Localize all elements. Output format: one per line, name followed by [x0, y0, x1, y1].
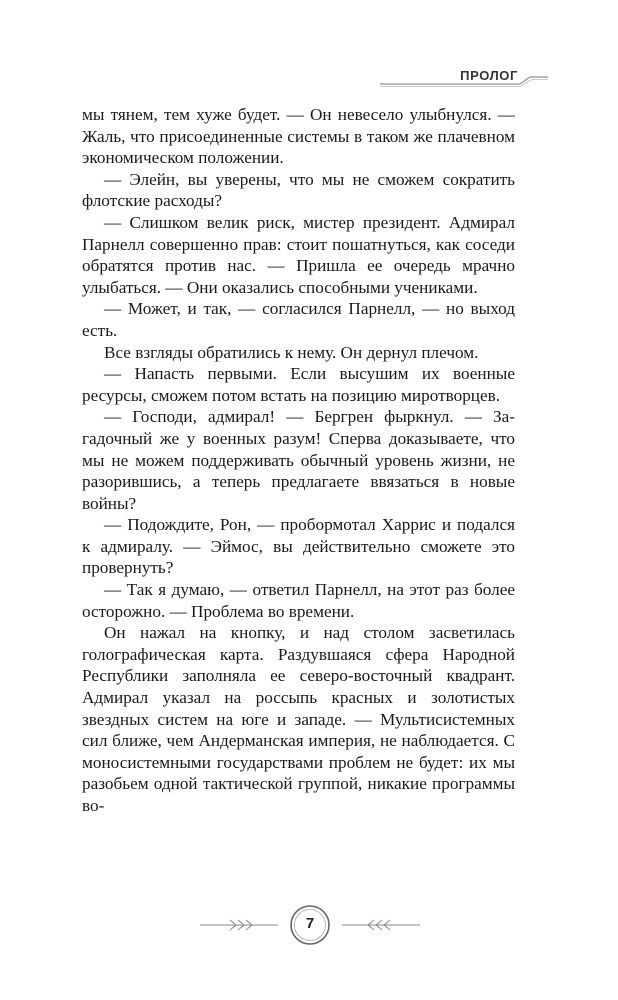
paragraph: — Так я думаю, — ответил Парнелл, на этот раз более осторожно. — Проблема во времени.: [82, 580, 515, 621]
paragraph: — Напасть первыми. Если высушим их военные ресурсы, сможем потом встать на позицию миротворцев.: [82, 364, 515, 405]
paragraph: мы тянем, тем хуже будет. — Он невесело улыбнулся. — Жаль, что присоединенные системы в таком же плачевном экономическом положении.: [82, 105, 515, 168]
paragraph: — Может, и так, — согласился Парнелл, — но выход есть.: [82, 299, 515, 340]
body-text: [82, 104, 515, 817]
running-header: [380, 60, 550, 90]
paragraph: Все взгляды обратились к нему. Он дернул плечом.: [104, 342, 479, 362]
chapter-title: ПРОЛОГ: [460, 68, 518, 83]
paragraph: Он нажал на кнопку, и над столом засветилась голографическая карта. Раздувшаяся сфера Народной Республики заполняла ее северо-восточный квадрант. Адмирал указал на россыпь красных и золотистых звездных систем на юге и западе. — Мультисистемных сил ближе, чем Андерманская империя, не наблюдается. С моносистемными государствами проблем не будет: их мы разобьем одной тактической группой, никакие программы во-: [82, 623, 515, 815]
paragraph: — Элейн, вы уверены, что мы не сможем сократить флотские расходы?: [82, 169, 515, 211]
page-footer: [190, 903, 430, 947]
paragraph: — Подождите, Рон, — пробормотал Харрис и подался к адмиралу. — Эймос, вы действительно сможете это провернуть?: [82, 515, 515, 578]
paragraph: — Слишком велик риск, мистер президент. Адмирал Парнелл совершенно прав: стоит пошатнуться, как соседи обратятся против нас. — Пришла ее очередь мрачно улыбаться. — Они оказались способными учениками.: [82, 212, 515, 297]
paragraph: — Господи, адмирал! — Бергрен фыркнул. — Загадочный же у военных разум! Сперва доказываете, что мы не можем поддерживать обычный уровень жизни, не разорившись, а теперь предлагаете ввязаться в новые войны?: [82, 407, 515, 513]
page-number: 7: [305, 915, 315, 932]
